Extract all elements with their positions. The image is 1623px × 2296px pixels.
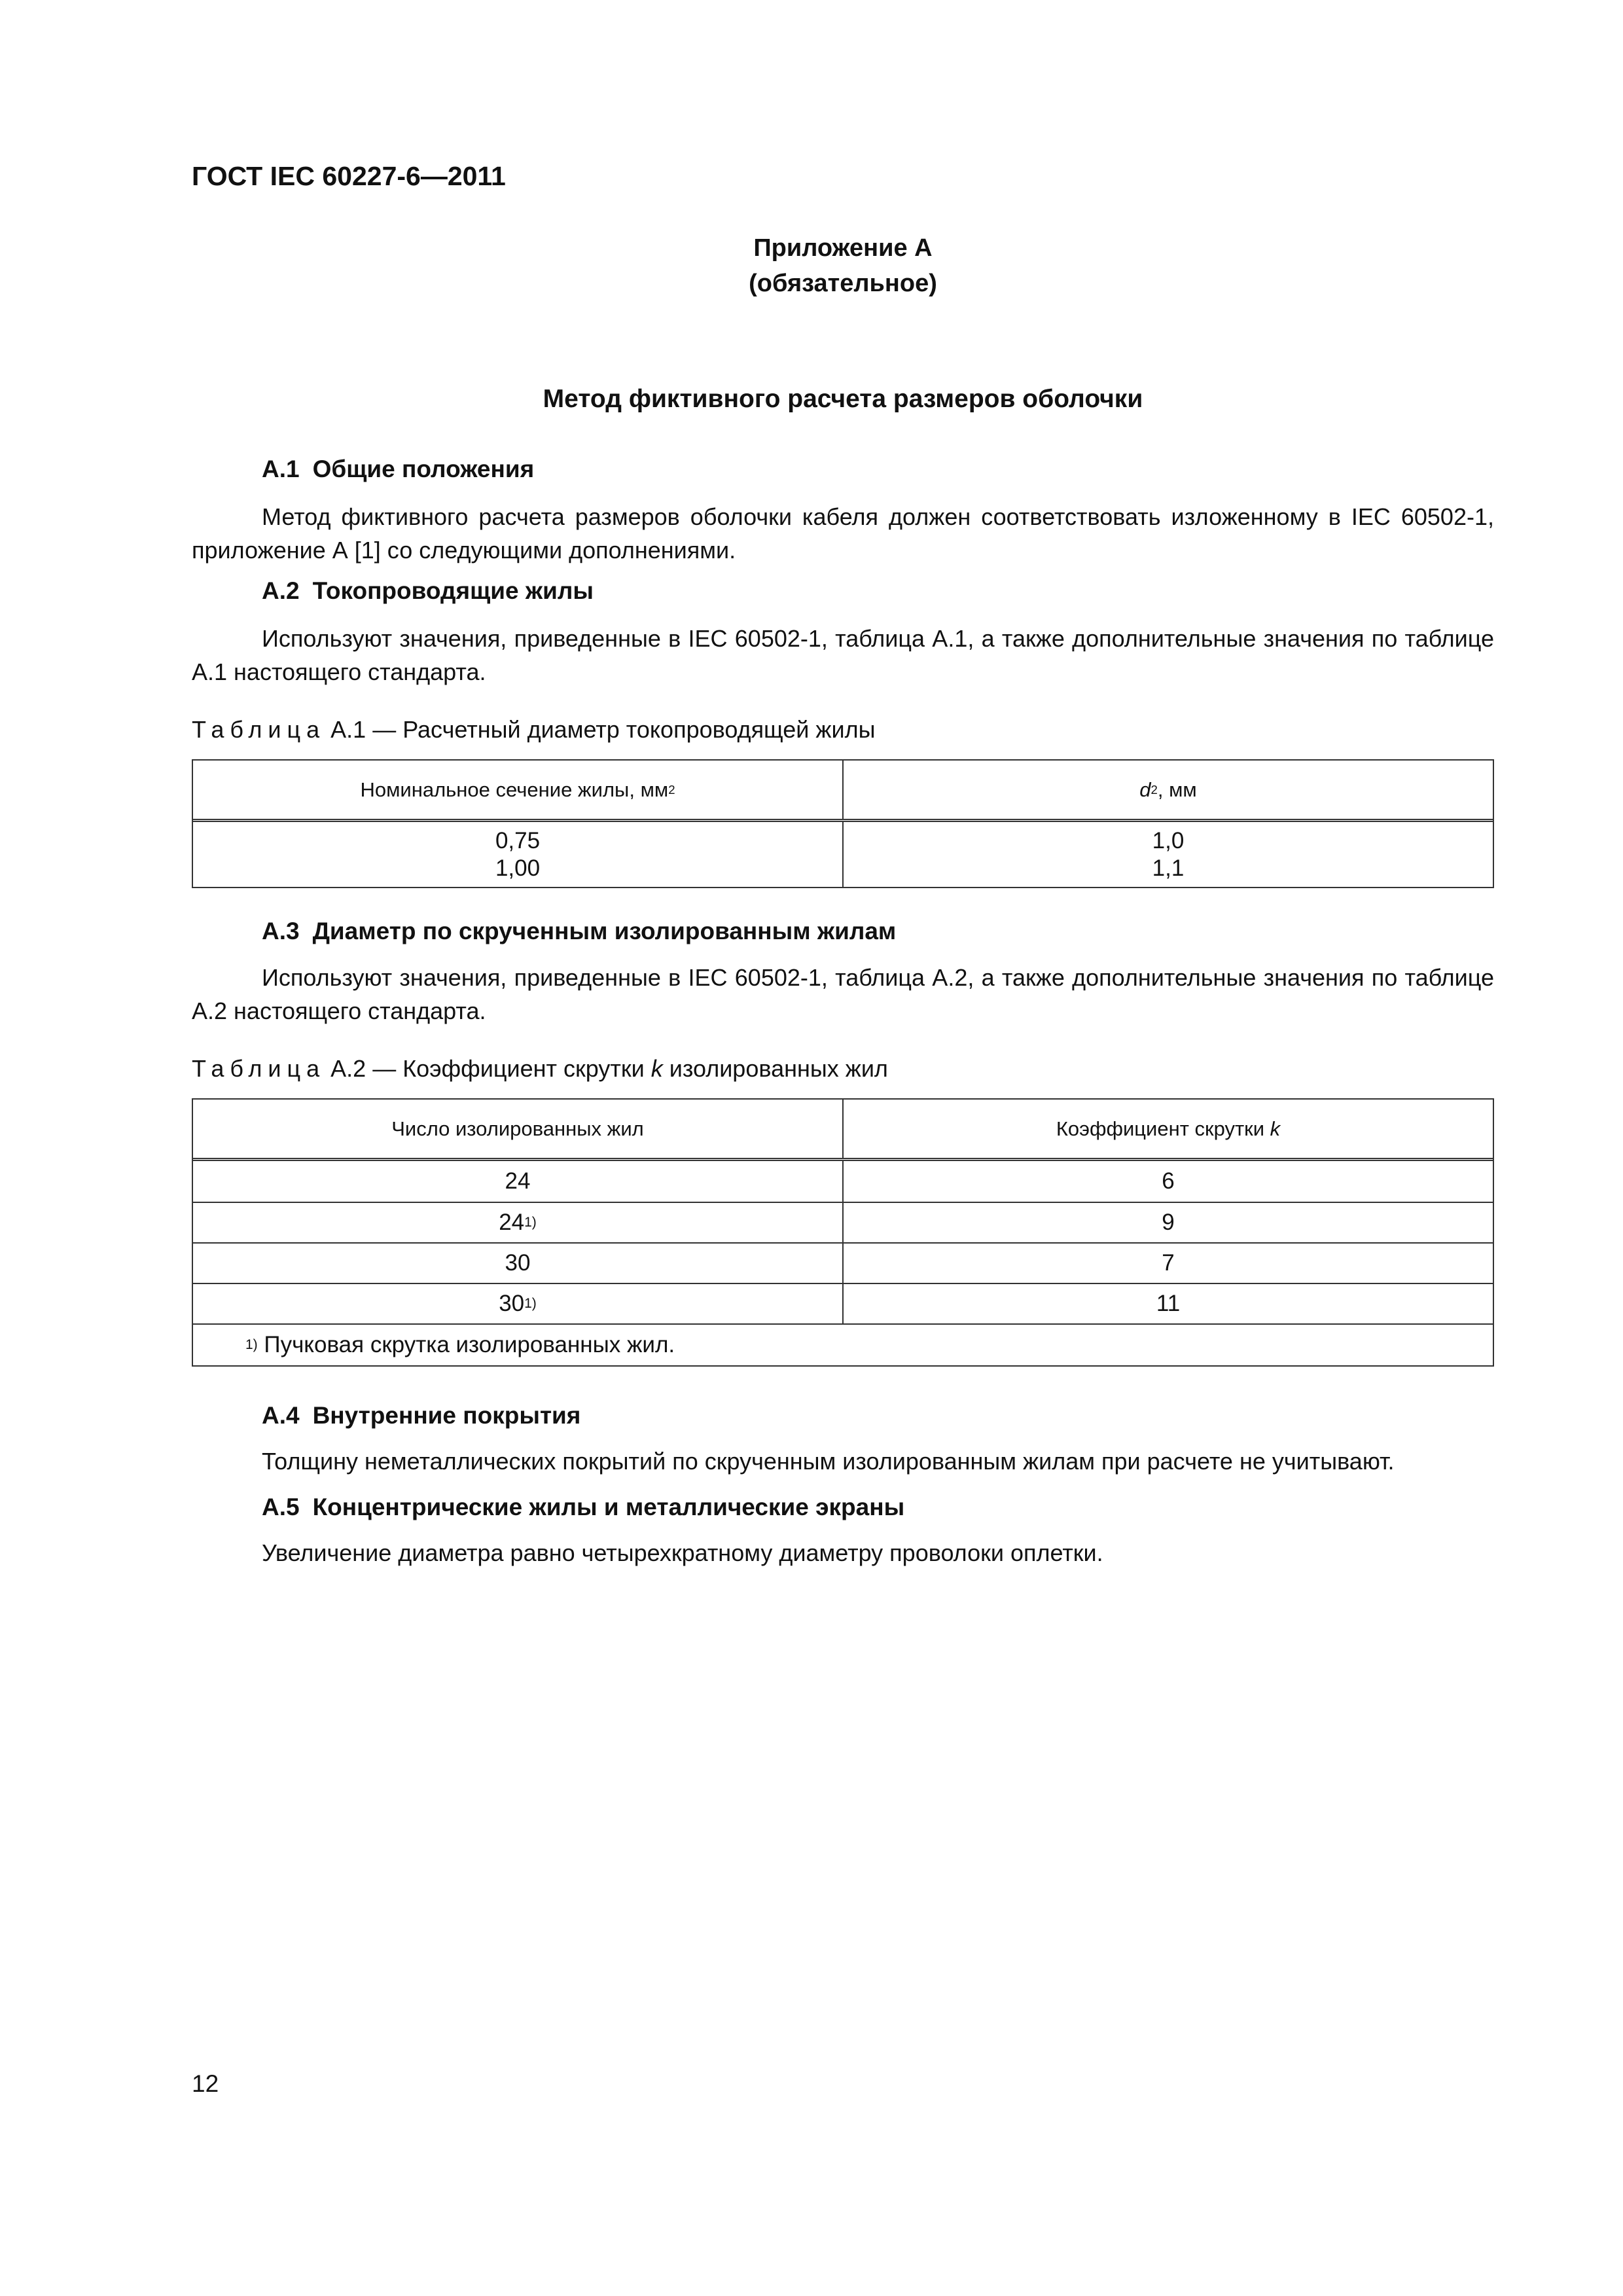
table-body-row <box>193 822 1493 887</box>
table-cell: 30 <box>505 1250 531 1276</box>
caption-text: А.1 — Расчетный диаметр токопроводящей жилы <box>330 716 876 743</box>
section-a3-text <box>192 961 1494 1028</box>
table-cell: 24 <box>499 1210 525 1235</box>
section-a2-heading <box>262 577 594 605</box>
method-title: Метод фиктивного расчета размеров оболочки <box>543 385 1143 413</box>
table-a2-caption: Таблица А.2 — Коэффициент скрутки k изолированных жил <box>192 1055 888 1082</box>
paragraph-text: Используют значения, приведенные в IEC 60502-1, таблица А.2, а также дополнительные значения по таблице А.2 настоящего стандарта. <box>192 964 1494 1024</box>
page-number: 12 <box>192 2070 219 2097</box>
section-number: А.1 <box>262 456 300 482</box>
table-row: 24 1) 9 <box>193 1202 1493 1242</box>
header-cell-count: Число изолированных жил <box>391 1117 644 1140</box>
d2-values-cell <box>842 822 1493 887</box>
section-title: Концентрические жилы и металлические экраны <box>312 1494 905 1520</box>
table-header-row <box>193 1100 1493 1161</box>
section-title: Диаметр по скрученным изолированным жилам <box>312 918 897 944</box>
table-cell: 7 <box>842 1244 1493 1283</box>
table-row <box>193 1242 1493 1283</box>
section-a5-text: Увеличение диаметра равно четырехкратному диаметру проволоки оплетки. <box>262 1539 1103 1566</box>
paragraph-text: Метод фиктивного расчета размеров оболочки кабеля должен соответствовать изложенному в IEC 60502-1, приложение А [1] со следующими дополнениями. <box>192 503 1494 564</box>
caption-word: Таблица <box>192 1055 326 1082</box>
section-a4-heading <box>262 1402 580 1429</box>
section-values-cell <box>193 822 842 887</box>
section-a3-heading <box>262 918 896 945</box>
paragraph-text: Используют значения, приведенные в IEC 60502-1, таблица А.1, а также дополнительные значения по таблице А.1 настоящего стандарта. <box>192 625 1494 685</box>
section-a5-heading <box>262 1494 904 1521</box>
section-a4-text: Толщину неметаллических покрытий по скрученным изолированным жилам при расчете не учитывают. <box>262 1448 1395 1475</box>
section-number: А.2 <box>262 577 300 604</box>
table-cell: 6 <box>842 1161 1493 1202</box>
table-a2 <box>192 1098 1494 1367</box>
footnote-text: Пучковая скрутка изолированных жил. <box>257 1332 675 1357</box>
annex-heading <box>192 230 1494 301</box>
document-code: ГОСТ IEC 60227-6—2011 <box>192 161 506 191</box>
section-title: Общие положения <box>312 456 535 482</box>
table-cell: 30 <box>499 1291 525 1316</box>
table-cell: 1,1 <box>1152 855 1185 881</box>
table-row: 30 1) 11 <box>193 1283 1493 1323</box>
section-number: А.5 <box>262 1494 300 1520</box>
annex-title: Приложение А <box>753 234 933 262</box>
table-row <box>193 1161 1493 1202</box>
table-cell: 11 <box>842 1284 1493 1323</box>
table-cell: 1,00 <box>495 855 541 881</box>
table-a1 <box>192 759 1494 888</box>
section-a1-heading <box>262 456 534 483</box>
table-cell: 0,75 <box>495 827 541 853</box>
section-number: А.4 <box>262 1402 300 1429</box>
header-cell-k: Коэффициент скрутки k <box>842 1100 1493 1158</box>
annex-status: (обязательное) <box>749 270 937 297</box>
table-cell: 1,0 <box>1152 827 1185 853</box>
header-cell-d2: d 2 , мм <box>842 761 1493 819</box>
table-header-row <box>193 761 1493 822</box>
header-cell-section: Номинальное сечение жилы, мм 2 <box>360 778 675 801</box>
section-number: А.3 <box>262 918 300 944</box>
table-cell: 24 <box>505 1168 531 1194</box>
table-a1-caption <box>192 716 875 744</box>
section-title: Внутренние покрытия <box>312 1402 581 1429</box>
section-title: Токопроводящие жилы <box>312 577 594 604</box>
caption-word: Таблица <box>192 716 326 743</box>
table-footnote: 1) Пучковая скрутка изолированных жил. <box>193 1323 1493 1365</box>
table-cell: 9 <box>842 1203 1493 1242</box>
section-a2-text <box>192 622 1494 689</box>
section-a1-text <box>192 500 1494 567</box>
